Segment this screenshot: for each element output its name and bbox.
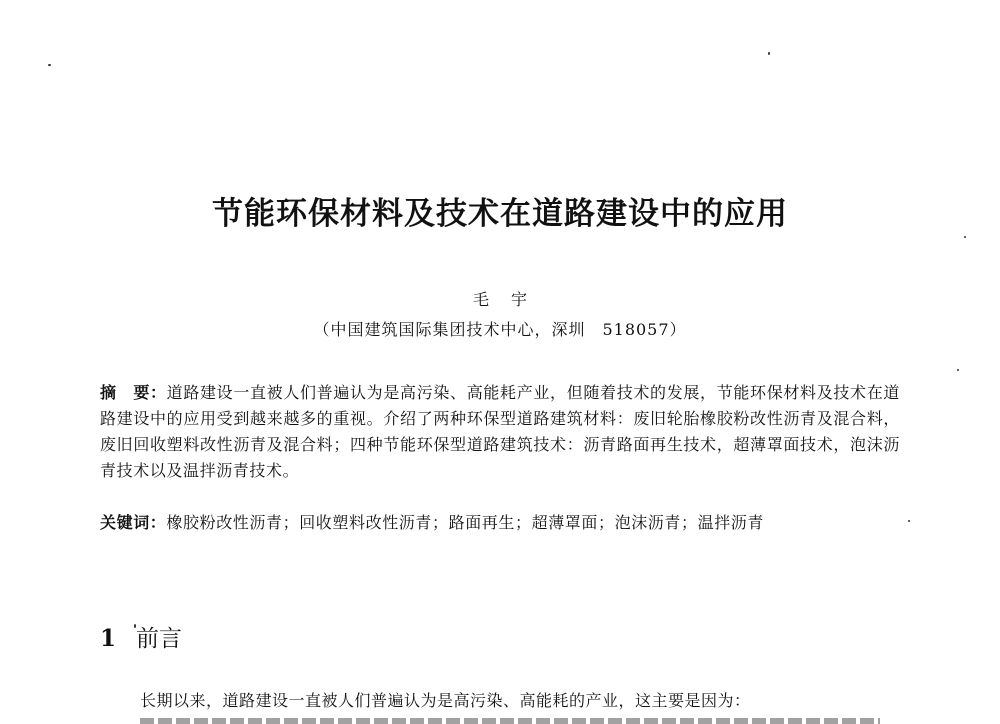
author-name: 毛宇 (472, 290, 549, 309)
section-title: 前言 (136, 626, 183, 652)
paper-title: 节能环保材料及技术在道路建设中的应用 (212, 196, 788, 232)
body-paragraph: 长期以来，道路建设一直被人们普遍认为是高污染、高能耗的产业，这主要是因为： (140, 691, 751, 710)
keywords-label: 关键词： (100, 513, 167, 532)
cut-off-text-line (140, 718, 880, 724)
scan-speck (768, 52, 770, 55)
abstract-text: 道路建设一直被人们普遍认为是高污染、高能耗产业，但随着技术的发展，节能环保材料及技术在道路建设中的应用受到越来越多的重视。介绍了两种环保型道路建筑材料：废旧轮胎橡胶粉改性沥青及混合料，废旧回收塑料改性沥青及混合料；四种节能环保型道路建筑技术：沥青路面再生技术，超薄罩面技术，泡沫沥青技术以及温拌沥青技术。 (100, 383, 900, 480)
scan-speck (964, 236, 966, 238)
abstract (100, 380, 900, 484)
keywords (100, 510, 900, 536)
keywords-text: 橡胶粉改性沥青；回收塑料改性沥青；路面再生；超薄罩面；泡沫沥青；温拌沥青 (166, 513, 765, 532)
section-number: 1 (100, 625, 117, 652)
section-heading (100, 622, 182, 656)
scan-speck (908, 520, 910, 522)
author-affiliation: （中国建筑国际集团技术中心，深圳 518057） (313, 320, 687, 339)
scan-speck (48, 64, 51, 66)
abstract-label: 摘 要： (100, 383, 167, 402)
scan-speck (957, 369, 959, 371)
